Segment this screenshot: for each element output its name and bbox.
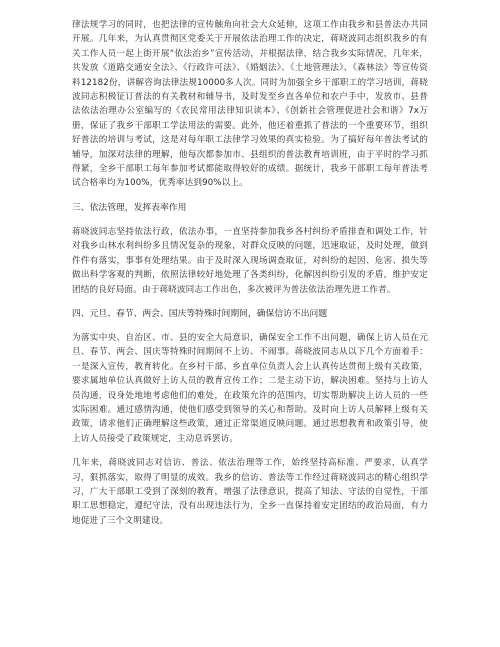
paragraph-dispute-mediation: 蒋晓波同志坚持依法行政，依法办事，一直坚持参加我乡各村纠纷矛盾排查和调处工作，针对我乡山林水利纠纷多且情况复杂的现象，对群众反映的问题，迅速取证，及时处理，做到件件有落实，事事有处理结果。由于及时深入现场调查取证，对纠纷的起因、危害、损失等做出科学客观的判断，依照法律较好地处理了各类纠纷，化解因纠纷引发的矛盾，维护安定团结的良好局面。由于蒋晓波同志工作出色，多次被评为普法依法治理先进工作者。 [72,226,428,295]
paragraph-legal-publicity: 律法规学习的同时，也把法律的宣传触角向社会大众延伸，这项工作由我乡和县普法办共同开展。几年来，为认真贯彻区党委关于开展依法治理工作的决定，蒋晓波同志组织我乡的有关工作人员一起上街开展“依法治乡”宣传活动，并根据法律，结合我乡实际情况，几年来，共发放《道路交通安全法》、《行政许可法》、《婚姻法》、《土地管理法》、《森林法》等宣传资料12182份，讲解咨询法律法规10000多人次。同时为加强全乡干部职工的学习培训，蒋晓波同志积极征订普法的有关教材和辅导书，及时发至乡直各单位和农户手中，发放市、县普法依法治理办公室编写的《农民常用法律知识读本》、《创新社会管理促进社会和谐》7x万册，保证了我乡干部职工学法用法的需要。此外，他还着重抓了普法的一个重要环节，组织好普法的培训与考试，这是对每年职工法律学习效果的真实检验。为了搞好每年普法考试的辅导，加深对法律的理解，他每次都参加市、县组织的普法教育培训班，由于平时的学习抓得紧，全乡干部职工每年参加考试都能取得较好的成绩。据统计，我乡干部职工每年普法考试合格率均为100%，优秀率达到90%以上。 [72,20,428,189]
document-page [72,18,428,538]
paragraph-petition-measures: 为落实中央、自治区、市、县的安全大局意识，确保安全工作不出问题，确保上访人员在元旦、春节、两会、国庆等特殊时间期间不上访、不闹事。蒋晓波同志从以下几个方面着手：一是深入宣传，教育转化。在乡村干部、乡直单位负责人会上认真传达贯彻上级有关政策，要求属地单位认真做好上访人员的教育宣传工作；二是主动下访，解决困难。坚持与上访人员沟通，设身处地地考虑他们的难处，在政策允许的范围内，切实帮助解决上访人员的一些实际困难。通过感情沟通，使他们感受到领导的关心和帮助。及时向上访人员解释上级有关政策，请求他们正确理解这些政策，通过正常渠道反映问题。通过思想教育和政策引导，使上访人员接受了政策规定，主动息诉罢访。 [72,332,428,444]
section-heading-law-based-management: 三、依法管理，发挥表率作用 [72,202,187,213]
paragraph-summary: 几年来，蒋晓波同志对信访、普法、依法治理等工作，始终坚持高标准、严要求，认真学习，狠抓落实，取得了明显的成效。我乡的信访、普法等工作经过蒋晓波同志的精心组织学习，广大干部职工受到了深刻的教育，增强了法律意识，提高了知法、守法的自觉性，干部职工思想稳定，遵纪守法，没有出现违法行为，全乡一直保持着安定团结的政治局面，有力地促进了三个文明建设。 [72,458,428,526]
section-heading-petition-holidays: 四、元旦、春节、两会、国庆等特殊时间期间，确保信访不出问题 [72,308,328,319]
